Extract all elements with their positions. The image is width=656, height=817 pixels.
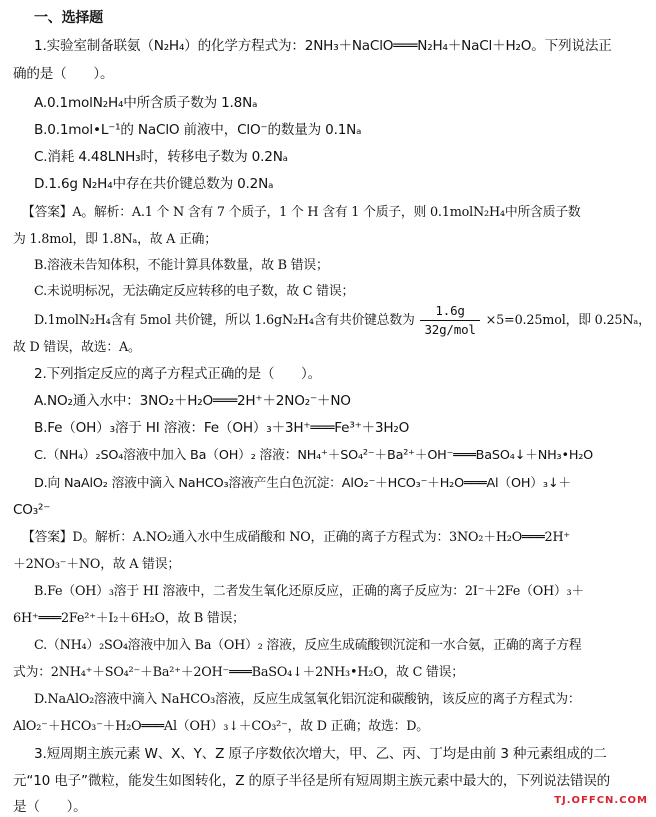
q2-option-a: A.NO₂通入水中：3NO₂＋H₂O═══2H⁺＋2NO₂⁻＋NO [34, 393, 351, 409]
q2-answer-line5: C.（NH₄）₂SO₄溶液中加入 Ba（OH）₂ 溶液，反应生成硫酸钡沉淀和一水合氨，正确的离子方程 [34, 638, 582, 653]
fraction [420, 303, 479, 338]
q2-answer-line8: AlO₂⁻＋HCO₃⁻＋H₂O═══Al（OH）₃↓＋CO₃²⁻，故 D 正确；故选：D。 [13, 719, 429, 734]
q1-answer-line1: 【答案】A。解析：A.1 个 N 含有 7 个质子，1 个 H 含有 1 个质子，则 0.1molN₂H₄中所含质子数 [22, 205, 581, 220]
q2-option-d-cont: CO₃²⁻ [13, 502, 51, 518]
q1-answer-d-suffix: ×5=0.25mol，即 0.25Nₐ， [485, 313, 651, 328]
q3-stem-line1: 3.短周期主族元素 W、X、Y、Z 原子序数依次增大，甲、乙、丙、丁均是由前 3 种元素组成的二 [34, 746, 607, 762]
q1-answer-final: 故 D 错误，故选：A。 [13, 340, 141, 355]
section-heading: 一、选择题 [34, 10, 103, 26]
fraction-numerator: 1.6g [420, 303, 479, 321]
q2-stem: 2.下列指定反应的离子方程式正确的是（ ）。 [34, 366, 322, 382]
q1-option-a: A.0.1molN₂H₄中所含质子数为 1.8Nₐ [34, 95, 258, 111]
q3-stem-line3: 是（ ）。 [13, 799, 87, 815]
q3-stem-line2: 元“10 电子”微粒，能发生如图转化，Z 的原子半径是所有短周期主族元素中最大的，下列说法错误的 [13, 773, 611, 789]
q2-option-c: C.（NH₄）₂SO₄溶液中加入 Ba（OH）₂ 溶液：NH₄⁺＋SO₄²⁻＋Ba²⁺＋OH⁻═══BaSO₄↓＋NH₃•H₂O [34, 448, 594, 463]
q2-option-b: B.Fe（OH）₃溶于 HI 溶液：Fe（OH）₃＋3H⁺═══Fe³⁺＋3H₂O [34, 420, 410, 436]
q2-answer-line3: B.Fe（OH）₃溶于 HI 溶液中，二者发生氧化还原反应，正确的离子反应为：2I⁻＋2Fe（OH）₃＋ [34, 584, 585, 599]
q2-answer-line4: 6H⁺═══2Fe²⁺＋I₂＋6H₂O，故 B 错误； [13, 611, 245, 626]
q1-option-d: D.1.6g N₂H₄中存在共价键总数为 0.2Nₐ [34, 176, 274, 192]
q1-answer-line4: C.未说明标况，无法确定反应转移的电子数，故 C 错误； [34, 284, 355, 299]
q1-answer-line3: B.溶液未告知体积，不能计算具体数量，故 B 错误； [34, 258, 329, 273]
q2-answer-line1: 【答案】D。解析：A.NO₂通入水中生成硝酸和 NO，正确的离子方程式为：3NO₂＋H₂O═══2H⁺ [22, 530, 570, 545]
q1-answer-d-line [34, 302, 651, 340]
q2-answer-line7: D.NaAlO₂溶液中滴入 NaHCO₃溶液，反应生成氢氧化铝沉淀和碳酸钠，该反应的离子方程式为： [34, 692, 581, 707]
q1-stem-line2: 确的是（ ）。 [13, 66, 114, 82]
fraction-denominator: 32g/mol [424, 322, 476, 337]
q1-answer-line2: 为 1.8mol，即 1.8Nₐ，故 A 正确； [13, 232, 217, 247]
q1-stem-line1: 1.实验室制备联氨（N₂H₄）的化学方程式为：2NH₃＋NaClO═══N₂H₄＋NaCl＋H₂O。下列说法正 [34, 38, 612, 54]
q2-answer-line2: ＋2NO₃⁻＋NO，故 A 错误； [13, 557, 180, 572]
watermark-logo: TJ.OFFCN.COM [554, 795, 648, 806]
q1-answer-d-prefix: D.1molN₂H₄含有 5mol 共价键，所以 1.6gN₂H₄含有共价键总数为 [34, 313, 415, 328]
q1-option-b: B.0.1mol•L⁻¹的 NaClO 前液中，ClO⁻的数量为 0.1Nₐ [34, 122, 362, 138]
q2-answer-line6: 式为：2NH₄⁺＋SO₄²⁻＋Ba²⁺＋2OH⁻═══BaSO₄↓＋2NH₃•H₂O，故 C 错误； [13, 665, 464, 680]
q2-option-d: D.向 NaAlO₂ 溶液中滴入 NaHCO₃溶液产生白色沉淀：AlO₂⁻＋HCO₃⁻＋H₂O═══Al（OH）₃↓＋ [34, 476, 571, 491]
q1-option-c: C.消耗 4.48LNH₃时，转移电子数为 0.2Nₐ [34, 149, 288, 165]
